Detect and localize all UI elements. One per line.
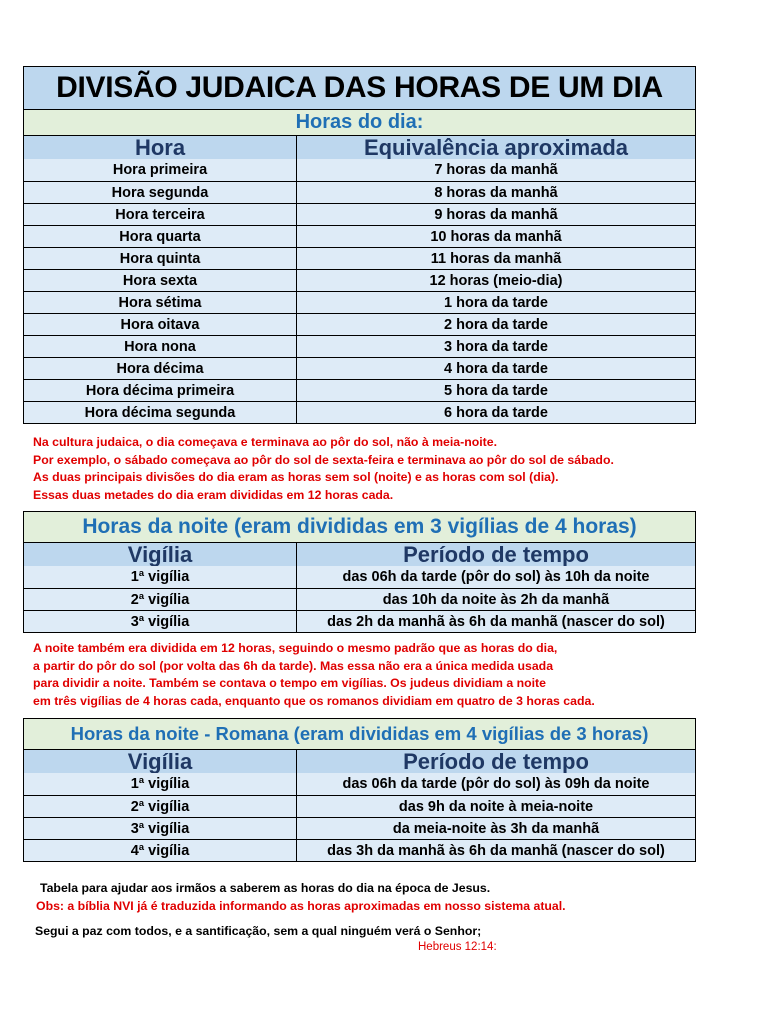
column-header-periodo: Período de tempo: [403, 750, 589, 773]
column-header-equivalencia: Equivalência aproximada: [363, 136, 629, 159]
table-row: [24, 566, 695, 588]
table-jewish-night-watches: [23, 511, 696, 633]
table-row: [24, 588, 695, 610]
table-row: [24, 335, 695, 357]
table-title-row: [24, 67, 695, 109]
table-cell-label: Hora sexta: [24, 270, 297, 291]
table-cell-label: Hora décima segunda: [24, 402, 297, 423]
footer-verse-reference: Hebreus 12:14:: [418, 941, 497, 953]
table-cell-label: Hora décima primeira: [24, 380, 297, 401]
note-line: A noite também era dividida em 12 horas, seguindo o mesmo padrão que as horas do dia,: [33, 641, 558, 655]
table-cell-label: Hora primeira: [24, 159, 297, 181]
footer-verse-text: Segui a paz com todos, e a santificação, sem a qual ninguém verá o Senhor;: [35, 924, 482, 938]
table-cell-value: 6 hora da tarde: [444, 404, 548, 421]
table-subtitle-row: [24, 109, 695, 135]
column-header-periodo: Período de tempo: [403, 543, 589, 566]
table-cell-value: da meia-noite às 3h da manhã: [392, 820, 600, 837]
table-cell-value: 1 hora da tarde: [444, 294, 548, 311]
note-night-explanation: [33, 640, 595, 710]
table-row: [24, 203, 695, 225]
table-header-row: [24, 749, 695, 773]
table-cell-value: das 3h da manhã às 6h da manhã (nascer do sol): [327, 842, 665, 859]
table-cell-label: Hora quarta: [24, 226, 297, 247]
table-header-row: [24, 135, 695, 159]
table-cell-label: 1ª vigília: [24, 773, 297, 795]
table-roman-night-watches: [23, 718, 696, 862]
table-row: [24, 773, 695, 795]
table-cell-label: Hora quinta: [24, 248, 297, 269]
table-subtitle: Horas da noite (eram divididas em 3 vigílias de 4 horas): [82, 515, 637, 538]
table-cell-label: Hora oitava: [24, 314, 297, 335]
note-day-explanation: [33, 434, 614, 504]
table-cell-value: 12 horas (meio-dia): [429, 272, 563, 289]
table-row: [24, 401, 695, 423]
table-row: [24, 291, 695, 313]
table-row: [24, 159, 695, 181]
table-cell-label: 2ª vigília: [24, 796, 297, 817]
table-cell-label: 2ª vigília: [24, 589, 297, 610]
table-cell-label: Hora segunda: [24, 182, 297, 203]
table-cell-value: 11 horas da manhã: [430, 250, 562, 267]
table-title: DIVISÃO JUDAICA DAS HORAS DE UM DIA: [56, 71, 663, 104]
note-line: As duas principais divisões do dia eram as horas sem sol (noite) e as horas com sol (dia).: [33, 470, 559, 484]
table-subtitle-row: [24, 719, 695, 749]
table-cell-label: 1ª vigília: [24, 566, 297, 588]
table-subtitle: Horas da noite - Romana (eram divididas em 4 vigílias de 3 horas): [70, 723, 649, 744]
table-cell-label: Hora sétima: [24, 292, 297, 313]
table-row: [24, 379, 695, 401]
table-cell-value: das 9h da noite à meia-noite: [398, 798, 594, 815]
table-cell-value: 7 horas da manhã: [434, 162, 558, 178]
footer-observation-text: Obs: a bíblia NVI já é traduzida informando as horas aproximadas em nosso sistema atual.: [36, 899, 566, 913]
table-cell-label: 3ª vigília: [24, 818, 297, 839]
table-cell-label: 3ª vigília: [24, 611, 297, 632]
table-cell-value: 2 hora da tarde: [444, 316, 548, 333]
table-subtitle: Horas do dia:: [295, 111, 424, 133]
table-row: [24, 839, 695, 861]
table-cell-value: 5 hora da tarde: [444, 382, 548, 399]
table-cell-value: das 06h da tarde (pôr do sol) às 09h da noite: [342, 776, 650, 792]
table-row: [24, 247, 695, 269]
table-row: [24, 181, 695, 203]
note-line: Essas duas metades do dia eram divididas em 12 horas cada.: [33, 487, 394, 502]
table-row: [24, 795, 695, 817]
table-row: [24, 313, 695, 335]
table-row: [24, 269, 695, 291]
note-line: Na cultura judaica, o dia começava e terminava ao pôr do sol, não à meia-noite.: [33, 435, 498, 449]
table-cell-value: 3 hora da tarde: [444, 338, 548, 355]
table-row: [24, 357, 695, 379]
table-row: [24, 610, 695, 632]
table-cell-label: Hora décima: [24, 358, 297, 379]
footer-purpose-text: Tabela para ajudar aos irmãos a saberem as horas do dia na época de Jesus.: [40, 881, 491, 895]
table-cell-label: Hora terceira: [24, 204, 297, 225]
table-day-hours: [23, 66, 696, 424]
table-cell-value: das 06h da tarde (pôr do sol) às 10h da noite: [342, 569, 650, 585]
note-line: a partir do pôr do sol (por volta das 6h da tarde). Mas essa não era a única medida usada: [33, 658, 554, 673]
table-subtitle-row: [24, 512, 695, 542]
note-line: Por exemplo, o sábado começava ao pôr do sol de sexta-feira e terminava ao pôr do sol de sábado.: [33, 452, 614, 467]
table-cell-value: das 10h da noite às 2h da manhã: [382, 591, 610, 608]
table-cell-value: das 2h da manhã às 6h da manhã (nascer do sol): [327, 613, 665, 630]
column-header-vigilia: Vigília: [24, 543, 297, 566]
table-cell-value: 4 hora da tarde: [444, 360, 548, 377]
table-row: [24, 225, 695, 247]
note-line: para dividir a noite. Também se contava o tempo em vigílias. Os judeus dividiam a noite: [33, 676, 546, 690]
table-row: [24, 817, 695, 839]
column-header-vigilia: Vigília: [24, 750, 297, 773]
note-line: em três vigílias de 4 horas cada, enquanto que os romanos dividiam em quatro de 3 horas cada.: [33, 693, 595, 708]
table-header-row: [24, 542, 695, 566]
table-cell-value: 10 horas da manhã: [430, 228, 562, 245]
table-cell-value: 8 horas da manhã: [434, 184, 558, 201]
table-cell-label: Hora nona: [24, 336, 297, 357]
table-cell-label: 4ª vigília: [24, 840, 297, 861]
column-header-hora: Hora: [24, 136, 297, 159]
table-cell-value: 9 horas da manhã: [434, 206, 558, 223]
